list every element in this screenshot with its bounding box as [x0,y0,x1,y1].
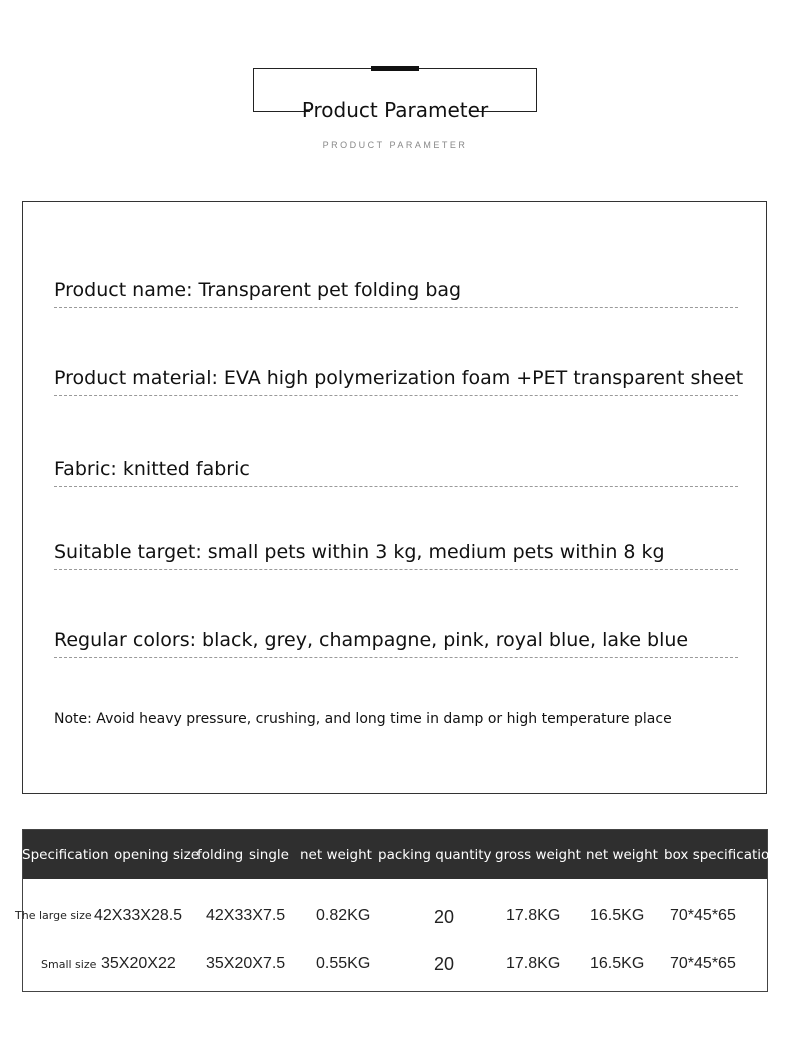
title-accent-bar [371,66,419,71]
product-info-box [22,201,767,794]
row-large-net-weight-2: 16.5KG [590,907,645,924]
header-net-weight: net weight [300,847,372,863]
row-small-label: Small size [41,958,97,971]
info-row-fabric: Fabric: knitted fabric [54,458,738,487]
header-net-weight-2: net weight [586,847,658,863]
header-single: single [249,847,289,863]
header-gross-weight: gross weight [495,847,581,863]
header-folding: folding [197,847,244,863]
row-small-net-weight-2: 16.5KG [590,955,645,972]
info-note: Note: Avoid heavy pressure, crushing, and long time in damp or high temperature place [54,711,672,727]
info-row-product-name: Product name: Transparent pet folding bag [54,279,738,308]
row-large-packing-quantity: 20 [434,907,455,927]
row-large-label: The large size [15,909,92,922]
row-large-opening-size: 42X33X28.5 [94,907,183,924]
row-large-gross-weight: 17.8KG [506,907,561,924]
spec-table [15,829,778,992]
row-small-packing-quantity: 20 [434,954,455,974]
row-large-folding-size: 42X33X7.5 [206,907,286,924]
info-row-material: Product material: EVA high polymerization foam +PET transparent sheet [54,367,738,396]
info-row-colors: Regular colors: black, grey, champagne, pink, royal blue, lake blue [54,629,738,658]
row-small-gross-weight: 17.8KG [506,955,561,972]
header-specification: Specification [22,847,109,863]
row-small-folding-size: 35X20X7.5 [206,955,286,972]
row-large-box-spec: 70*45*65 [670,907,736,924]
header-opening-size: opening size [114,847,200,863]
row-large-net-weight: 0.82KG [316,907,371,924]
page-title: Product Parameter [301,98,489,122]
spec-table-header [22,830,778,879]
row-small-box-spec: 70*45*65 [670,955,736,972]
page-subtitle: PRODUCT PARAMETER [322,140,468,150]
header-packing-quantity: packing quantity [378,847,492,863]
info-row-suitable-target: Suitable target: small pets within 3 kg, medium pets within 8 kg [54,541,738,570]
row-small-opening-size: 35X20X22 [101,955,176,972]
row-small-net-weight: 0.55KG [316,955,371,972]
header-box-specification: box specification [664,847,778,863]
